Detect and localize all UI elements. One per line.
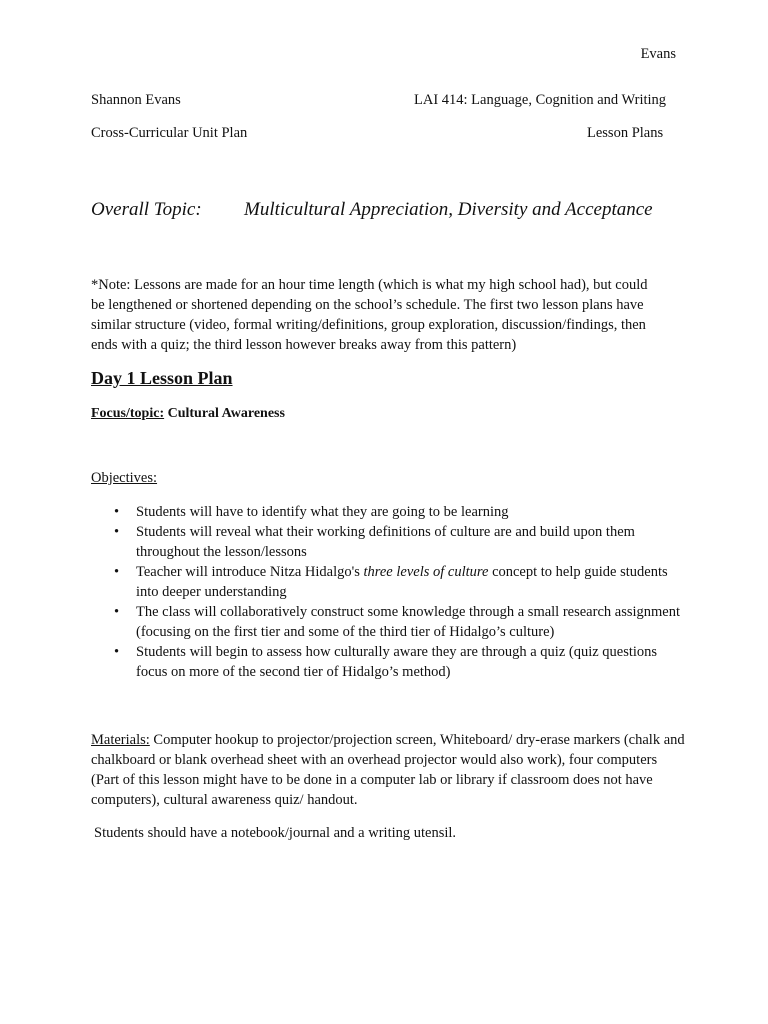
focus-label: Focus/topic: bbox=[91, 406, 165, 421]
materials-text: Computer hookup to projector/projection screen, Whiteboard/ dry-erase markers (chalk and chalkboard or blank overhead sheet with an overhead projector would also work), four computers (Part of this lesson might have to be done in a computer lab or library if classroom does not have computers), cultural awareness quiz/ handout. bbox=[91, 732, 685, 808]
bullet-icon: • bbox=[114, 644, 120, 660]
unit-title: Cross-Curricular Unit Plan bbox=[91, 125, 248, 141]
list-item bbox=[91, 502, 691, 522]
note-line: *Note: Lessons are made for an hour time length (which is what my high school had), but could bbox=[91, 277, 648, 293]
bullet-icon: • bbox=[114, 564, 120, 580]
objective-text: The class will collaboratively construct some knowledge through a small research assignment (focusing on the first tier and some of the third tier of Hidalgo’s culture) bbox=[136, 604, 680, 640]
objective-text-start: Teacher will introduce Nitza Hidalgo's bbox=[136, 564, 364, 580]
running-head: Evans bbox=[640, 46, 676, 62]
document-type: Lesson Plans bbox=[587, 125, 664, 141]
utensil-paragraph: Students should have a notebook/journal and a writing utensil. bbox=[94, 825, 457, 841]
list-item bbox=[91, 602, 691, 642]
objective-text-end: concept to help guide students into deeper understanding bbox=[136, 564, 668, 600]
day-1-heading: Day 1 Lesson Plan bbox=[91, 368, 233, 388]
overall-topic bbox=[91, 198, 653, 222]
bullet-icon: • bbox=[114, 524, 120, 540]
overall-topic-label: Overall Topic: bbox=[91, 199, 202, 220]
bullet-icon: • bbox=[114, 604, 120, 620]
focus-value: Cultural Awareness bbox=[164, 406, 285, 421]
list-item bbox=[91, 642, 691, 682]
overall-topic-value: Multicultural Appreciation, Diversity and Acceptance bbox=[244, 199, 653, 220]
list-item bbox=[91, 522, 691, 562]
note-line: ends with a quiz; the third lesson however breaks away from this pattern) bbox=[91, 337, 517, 353]
course-title: LAI 414: Language, Cognition and Writing bbox=[414, 92, 667, 108]
materials-label: Materials: bbox=[91, 732, 150, 748]
objective-text: Students will have to identify what they are going to be learning bbox=[136, 504, 509, 520]
focus-topic bbox=[91, 404, 285, 424]
list-item bbox=[91, 562, 691, 602]
objectives-label: Objectives: bbox=[91, 470, 158, 486]
objective-text: Students will reveal what their working definitions of culture are and build upon them throughout the lesson/lessons bbox=[136, 524, 635, 560]
objectives-list bbox=[91, 502, 691, 682]
note-line: be lengthened or shortened depending on the school’s schedule. The first two lesson plans have bbox=[91, 297, 644, 313]
objective-text: Students will begin to assess how culturally aware they are through a quiz (quiz questions focus on more of the second tier of Hidalgo’s method) bbox=[136, 644, 658, 680]
objective-emphasis: three levels of culture bbox=[363, 564, 489, 580]
bullet-icon: • bbox=[114, 504, 120, 520]
note-line: similar structure (video, formal writing/definitions, group exploration, discussion/findings, then bbox=[91, 317, 646, 333]
materials-paragraph bbox=[91, 730, 686, 810]
note-paragraph bbox=[91, 275, 681, 355]
author-name: Shannon Evans bbox=[91, 92, 181, 108]
